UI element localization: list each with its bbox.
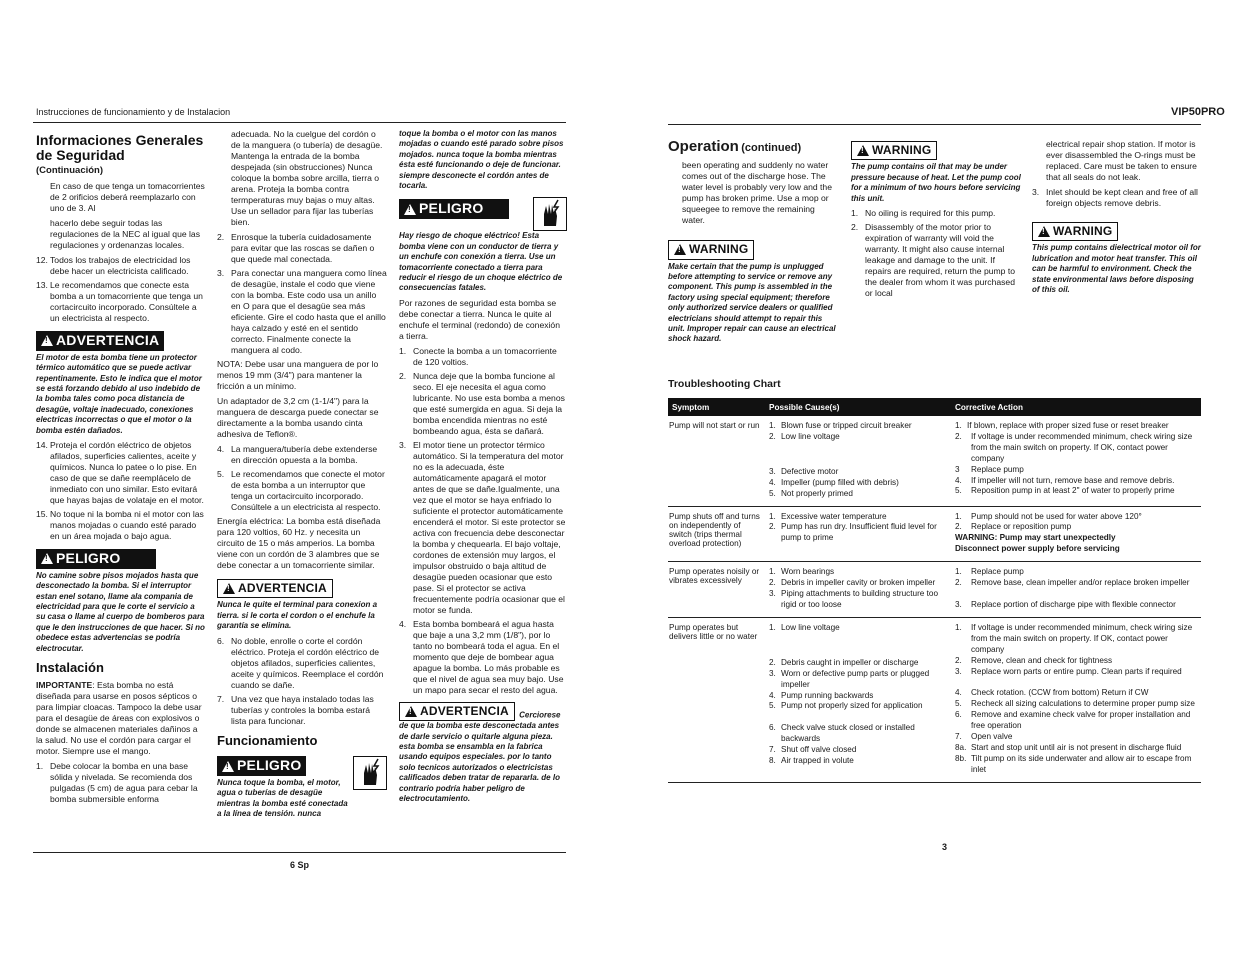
list-item: 1. Conecte la bomba a un tomacorriente de 120 voltios. — [399, 345, 557, 367]
right-header-rule — [668, 124, 1201, 125]
install-paragraph: IMPORTANTE: Esta bomba no está diseñada para usarse en posos sépticos o para limpiar cloacas. Tampoco la debe usar para el desagüe de áreas con explosivos o donde se almacenen materiales dañinos a la salud. No use el cordón para cargar el motor. Siempre use el mango. — [36, 679, 202, 756]
left-column-2 — [217, 129, 387, 824]
paragraph: Por razones de seguridad esta bomba se debe conectar a tierra. Nunca le quite al enchufe el terminal (redondo) de conexión a tierra. — [399, 297, 560, 341]
warning-triangle-icon — [223, 583, 235, 594]
warning-triangle-icon — [41, 553, 53, 564]
list-item: 2. Nunca deje que la bomba funcione al seco. El eje necesita el agua como lubricante. No use esta bomba a menos que esté sumergida en agua. Si deja la bomba encendida mientras no esté bombeando agua, ésta se dañará. — [399, 370, 565, 436]
energy-paragraph: Energía eléctrica: La bomba está diseñada para 120 voltios, 60 Hz. y necesita un circuito de 15 o más amperios. La bomba viene con un cordón de 3 alambres que se debe conectar a un tomacorriente similar. — [217, 516, 381, 570]
action-warning: WARNING: Pump may start unexpectedly — [955, 533, 1116, 543]
symptom-cell: Pump will not start or run — [669, 421, 760, 430]
list-item: 2. Disassembly of the motor prior to expiration of warranty will void the warranty. It might also cause internal leakage and damage to the unit. If repairs are required, return the pump to the dealer from whom it was purchased or local — [851, 221, 1015, 298]
advertencia-block — [399, 702, 567, 805]
warning-triangle-icon — [857, 145, 869, 156]
action-cell: 1. Replace pump 2. Remove base, clean impeller and/or replace broken impeller 3. Replace portion of discharge pipe with flexible connector — [955, 567, 1190, 609]
list-item: 3. Para conectar una manguera como línea de desagüe, instale el codo que viene con la bomba. Este codo usa un anillo en O para que el desagüe sea más eficiente. Gire el codo hasta que el anillo haya calzado y esté en el sentido correcto. Finalmente conecte la manguera al codo. — [217, 268, 387, 355]
list-a — [36, 255, 206, 324]
peligro-label: ! PELIGRO — [217, 756, 306, 776]
symptom-cell: Pump shuts off and turns on independently of switch (trips thermal overload protection) — [669, 511, 760, 548]
peligro-label: ! PELIGRO — [36, 549, 156, 569]
adapter-paragraph: Un adaptador de 3,2 cm (1-1/4") para la manguera de descarga puede conectar se directamente a la bomba usando cinta adhesiva de Teflon®. — [217, 396, 379, 439]
causes-cell: 1. Blown fuse or tripped circuit breaker 2. Low line voltage 3. Defective motor 4. Impeller (pump filled with debris) 5. Not properly primed — [769, 421, 912, 498]
advertencia-inline: Cerciorese de — [399, 709, 561, 731]
warning-label: ! WARNING — [668, 240, 754, 259]
left-page — [0, 0, 617, 954]
table-row — [668, 416, 1201, 507]
list-c — [36, 761, 206, 805]
left-page-number: 6 Sp — [290, 860, 310, 870]
list-item: 2. Enrosque la tubería cuidadosamente para evitar que las roscas se dañen o que quede mal conectada. — [217, 232, 375, 264]
table-row — [668, 562, 1201, 618]
peligro-text: Hay riesgo de choque eléctrico! Esta bomba viene con un conductor de tierra y un enchufe con conexión a tierra. Use un tomacorriente conectado a tierra para reducir el riesgo de un choque eléctrico de consecuencias fatales. — [399, 231, 563, 293]
funcionamiento-title: Funcionamiento — [217, 732, 318, 748]
warning-triangle-icon — [222, 761, 234, 772]
list-item: 5. Le recomendamos que conecte el motor de esta bomba a un interruptor que tenga un cortacircuito incorporado. Consúltele a un electricista al respecto. — [217, 469, 385, 512]
table-row — [668, 507, 1201, 563]
advertencia-text: que la bomba este desconectada antes de darle servicio o quitarle alguna pieza. esta bomba se ensambla en la fabrica usando equipos especiales. por lo tanto solo tecnicos autorizados o electricistas calificados deben tratar de repararla. de lo contrario podría haber peligro de electrocutamiento. — [399, 721, 560, 804]
advertencia-label: ! ADVERTENCIA — [36, 331, 164, 351]
warning-triangle-icon — [674, 244, 686, 255]
paragraph: been operating and suddenly no water comes out of the discharge hose. The water level is probably very low and the pump has broken prime. Use a mop or squeegee to remove the remaining water. — [682, 160, 832, 226]
operation-title: Operation (continued) — [668, 138, 802, 155]
advertencia-text: El motor de esta bomba tiene un protector térmico automático que se puede activar repentinamente. Esto le indica que el motor se está forzando debido al uso indebido de la bomba tales como poca distancia de desagüe, voltaje inadecuado, conexiones electricas incorrectas o que el motor o la bomba estén dañados. — [36, 352, 202, 435]
list — [399, 346, 567, 696]
table-header — [668, 398, 1201, 416]
causes-cell: 1. Worn bearings 2. Debris in impeller cavity or broken impeller 3. Piping attachments to building structure too rigid or too loose — [769, 567, 939, 609]
symptom-cell: Pump operates but delivers little or no water — [669, 622, 758, 641]
left-column-1 — [36, 133, 206, 808]
action-warning: Disconnect power supply before servicing — [955, 544, 1120, 554]
advertencia-label: ! ADVERTENCIA — [217, 579, 333, 598]
note-paragraph: NOTA: Debe usar una manguera de por lo menos 19 mm (3/4") para mantener la fricción a un mínimo. — [217, 359, 379, 391]
list-item: 3. Inlet should be kept clean and free of all foreign objects remove debris. — [1032, 187, 1198, 208]
paragraph: En caso de que tenga un tomacorrientes de 2 orificios deberá reemplazarlo con uno de 3. Al — [50, 180, 205, 213]
list-b — [36, 440, 206, 542]
list-item: 14. Proteja el cordón eléctrico de objetos afilados, superficies calientes, aceite y químicos. Nunca lo patee o lo pise. En caso de que se dañe reemplácelo de inmediato con uno similar. Esto evitará que hayas bajas de volataje en el motor. — [36, 439, 204, 505]
symptom-cell: Pump operates noisily or vibrates excessively — [669, 567, 760, 586]
warning-label: ! WARNING — [851, 141, 937, 160]
list — [1032, 187, 1202, 209]
causes-cell: 1. Low line voltage 2. Debris caught in impeller or discharge 3. Worn or defective pump parts or plugged impeller 4. Pump running backwards 5. Pump not properly sized for application 6. Check valve stuck closed or installed backwards 7. Shut off valve closed 8. Air trapped in volute — [769, 622, 930, 766]
warning-text: Make certain that the pump is unplugged before attempting to service or remove any component. This pump is assembled in the factory using special equipment; therefore only authorized service dealers or qualified electricians should attempt to repair this unit. Improper repair can cause an electrical shock hazard. — [668, 261, 836, 344]
warning-text: This pump contains dielectrical motor oil for lubrication and motor heat transfer. This oil can be harmful to environment. Check the state environmental laws before disposing of this oil. — [1032, 243, 1201, 294]
left-column-3 — [399, 129, 567, 808]
left-page-header: Instrucciones de funcionamiento y de Instalacion — [36, 107, 231, 117]
header-symptom: Symptom — [672, 402, 710, 412]
electric-shock-hand-icon — [353, 756, 387, 790]
right-column-2 — [851, 141, 1021, 302]
list-item: 7. Una vez que haya instalado todas las tuberías y controles la bomba estará lista para funcionar. — [217, 693, 374, 726]
paragraph: adecuada. No la cuelgue del cordón o de la manguera (o tubería) de desagüe. Mantenga la entrada de la bomba despejada (sin obstrucciones) Nunca coloque la bomba sobre arcilla, tierra o arena. Proteja la bomba contra termperaturas muy bajas o muy altas. Use un sellador para fijar las tuberías bien. — [231, 129, 383, 227]
right-page — [617, 0, 1235, 954]
safety-subtitle: (Continuación) — [36, 164, 104, 176]
list-item: 3. El motor tiene un protector térmico automático. Si la temperatura del motor no es la adecuada, éste automáticamente apagará el motor antes de que se dañe.Igualmente, una vez que el motor se haya enfriado lo suficiente el protector automáticamente encenderá el motor. Si este protector se activa con frecuencia debe desconectar la bomba y chequearla. El bajo voltaje, cordones de extensión muy largos, el impulsor obstruido o baja altitud de desagüe pueden ocasionar que esto pase. Si el protector se activa frecuentemente podría ocasionar que el motor se funda. — [399, 439, 566, 615]
paragraph: hacerlo debe seguir todas las regulaciones de la NEC al igual que las regulaciones y ordenanzas locales. — [50, 217, 201, 250]
peligro-block — [217, 752, 387, 823]
warning-continued-text: toque la bomba o el motor con las manos mojadas o cuando esté parado sobre pisos mojados. nunca toque la bomba mientras ésta esté funcionando o deje de funcionar. siempre desconecte el cordón antes de tocarla. — [399, 129, 564, 190]
list-item: 1. Debe colocar la bomba en una base sólida y nivelada. Se recomienda dos pulgadas (5 cm) de agua para cebar la bomba submersible enforma — [36, 760, 198, 804]
electric-shock-hand-icon — [533, 197, 567, 231]
install-title: Instalación — [36, 660, 104, 675]
advertencia-label: ! ADVERTENCIA — [399, 702, 515, 722]
list-b — [217, 444, 387, 513]
action-cell: 1. If voltage is under recommended minimum, check wiring size from the main switch on property. If OK, contact power company 2. Remove, clean and check for tightness 3. Replace worn parts or entire pump. Clean parts if required 4. Check rotation. (CCW from bottom) Return if CW 5. Recheck all sizing calculations to determine proper pump size 6. Remove and examine check valve for proper installation and free operation 7. Open valve 8a. Start and stop unit until air is not present in discharge fluid 8b. Tilt pump on its side underwater and allow air to escape from inlet — [955, 622, 1195, 774]
left-header-rule — [33, 122, 566, 123]
list — [851, 208, 1021, 299]
peligro-label: ! PELIGRO — [399, 199, 509, 219]
safety-title: Informaciones Generales de Seguridad — [36, 132, 204, 164]
list-item: 4. Esta bomba bombeará el agua hasta que baje a una 3,2 mm (1/8"), por lo tanto no bombeará toda el agua. En el momento que deje de bombear agua apague la bomba. Lo más probable es que el nivel de agua sea muy bajo. Use un mapo para secar el resto del agua. — [399, 618, 564, 695]
paragraph: electrical repair shop station. If motor is ever disassembled the O-rings must be replaced. Care must be taken to ensure that all seals do not leak. — [1046, 139, 1197, 182]
troubleshooting-table — [668, 398, 1201, 783]
list-c — [217, 636, 387, 727]
list-item: 6. No doble, enrolle o corte el cordón eléctrico. Proteja el cordón eléctrico de objetos afilados, superficies calientes, aceite y químicos. Reemplace el cordón cuando se dañe. — [217, 635, 384, 690]
action-cell: 1. If blown, replace with proper sized fuse or reset breaker 2. If voltage is under recommended minimum, check wiring size from the main switch on property. If OK, contact power company 3 Replace pump 4. If impeller will not turn, remove base and remove debris. 5. Reposition pump in at least 2" of water to properly prime — [955, 421, 1193, 496]
table-row — [668, 618, 1201, 783]
warning-triangle-icon — [1038, 226, 1050, 237]
warning-triangle-icon — [41, 335, 53, 346]
peligro-block — [399, 195, 567, 231]
header-action: Corrective Action — [955, 402, 1023, 412]
advertencia-text: Nunca le quite el terminal para conexion a tierra. si le corta el cordon o el enchufe la garantía se elimina. — [217, 600, 378, 631]
list-item: 1. No oiling is required for this pump. — [851, 207, 996, 218]
right-column-3 — [1032, 139, 1202, 299]
warning-text: The pump contains oil that may be under pressure because of heat. Let the pump cool for a minimum of two hours before servicing this unit. — [851, 162, 1021, 203]
action-cell: 1. Pump should not be used for water above 120° 2. Replace or reposition pump WARNING: Pump may start unexpectedly Disconnect power supply before servicing — [955, 512, 1201, 556]
right-page-header: VIP50PRO — [1171, 106, 1225, 118]
warning-label: ! WARNING — [1032, 222, 1118, 241]
right-column-1 — [668, 137, 836, 349]
list-item: 13. Le recomendamos que conecte esta bomba a un tomacorriente que tenga un cortacircuito incorporado. Consúltele a un electricista al respecto. — [36, 279, 203, 323]
list-a — [217, 232, 387, 356]
warning-triangle-icon — [405, 706, 417, 717]
causes-cell: 1. Excessive water temperature 2. Pump has run dry. Insufficient fluid level for pump to prime — [769, 511, 937, 543]
header-causes: Possible Cause(s) — [769, 402, 840, 412]
left-footer-rule — [33, 852, 566, 853]
list-item: 4. La manguera/tubería debe extenderse en dirección opuesta a la bomba. — [217, 444, 378, 465]
list-item: 12. Todos los trabajos de electricidad los debe hacer un electricista calificado. — [36, 254, 191, 276]
troubleshooting-title: Troubleshooting Chart — [668, 378, 781, 390]
peligro-text: Nunca toque la bomba, el motor, agua o tuberías de desagüe mientras la bomba esté conectada a la línea de tensión. nunca — [217, 778, 348, 819]
right-page-number: 3 — [942, 842, 948, 852]
warning-triangle-icon — [404, 204, 416, 215]
peligro-text: No camine sobre pisos mojados hasta que desconectado la bomba. Si el interruptor estan enel sotano, llame ala compania de electricidad para que le corte el servicio a su casa o llame al cuerpo de bomberos para que le den instrucciones de que hacer. Si no obedece estas advertencias se podría electrocutar. — [36, 570, 205, 653]
list-item: 15. No toque ni la bomba ni el motor con las manos mojadas o cuando esté parado en un área mojada o bajo agua. — [36, 508, 204, 541]
